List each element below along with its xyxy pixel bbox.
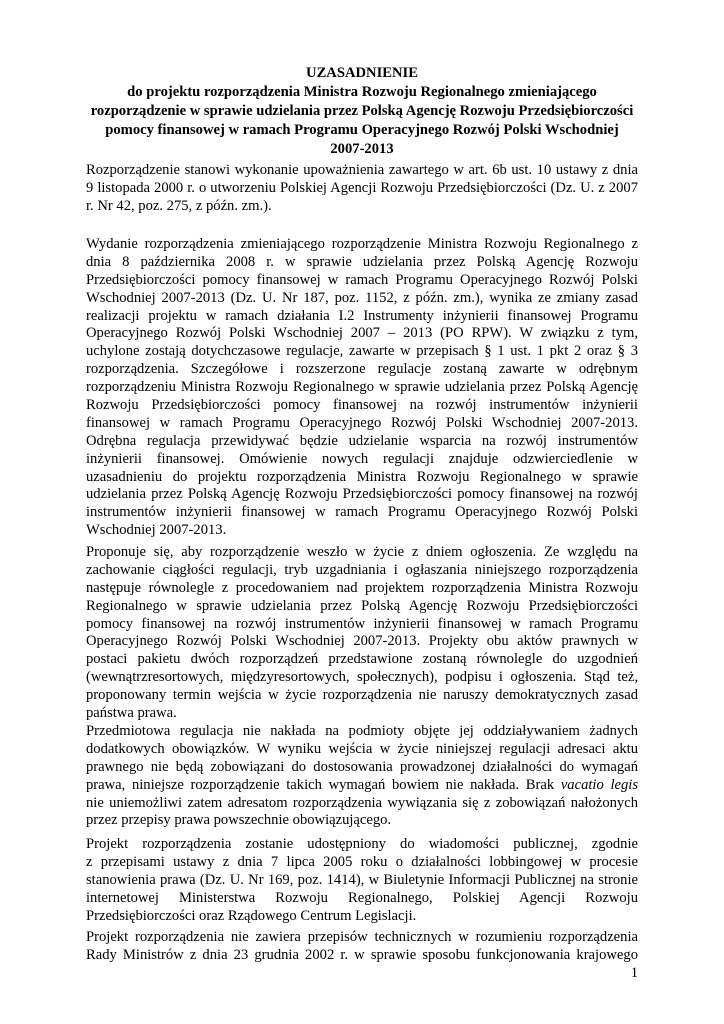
paragraph-amendment-reason	[86, 236, 638, 540]
document-title	[86, 64, 638, 159]
title-line: do projektu rozporządzenia Ministra Rozwoju Regionalnego zmieniającego	[127, 84, 597, 100]
paragraph-line: Operacyjnego Rozwój Polski Wschodniej 2007-2013. Projekty obu aktów prawnych w	[86, 633, 638, 650]
paragraph-line: Rady Ministrów z dnia 23 grudnia 2002 r. w sprawie sposobu funkcjonowania krajowego	[86, 946, 638, 963]
paragraph-line: zachowanie ciągłości regulacji, tryb uzgadniania i ogłaszania niniejszego rozporządzenia	[86, 561, 638, 578]
paragraph-line: udzielania przez Polską Agencję Rozwoju Przedsiębiorczości pomocy finansowej na rozwój	[86, 486, 638, 503]
paragraph-line: uzasadnieniu do projektu rozporządzenia Ministra Rozwoju Regionalnego w sprawie	[86, 468, 638, 485]
paragraph-line: przez przepisy prawa powszechnie obowiązującego.	[86, 812, 392, 829]
page-number: 1	[630, 965, 638, 981]
title-line: rozporządzenie w sprawie udzielania przez Polską Agencję Rozwoju Przedsiębiorczości	[90, 103, 634, 119]
paragraph-line: inżynierii finansowej. Omówienie nowych regulacji znajduje odzwierciedlenie w	[86, 450, 638, 467]
paragraph-line: Projekt rozporządzenia nie zawiera przepisów technicznych w rozumieniu rozporządzenia	[86, 929, 638, 945]
paragraph-line-text: prawa, niniejsze rozporządzenie takich wymagań bowiem nie nakłada. Brak	[86, 776, 561, 793]
paragraph-line: Projekt rozporządzenia zostanie udostępniony do wiadomości publicznej, zgodnie	[86, 836, 638, 852]
paragraph-line: Wschodniej 2007-2013.	[86, 522, 227, 539]
paragraph-line: realizacji projektu w ramach działania I.2 Instrumenty inżynierii finansowej Programu	[86, 307, 638, 324]
paragraph-line: proponowany termin wejścia w życie rozporządzenia nie naruszy demokratycznych zasad	[86, 687, 638, 704]
paragraph-line: rozporządzenia. Szczegółowe i rozszerzone regulacje zostaną zawarte w odrębnym	[86, 361, 638, 378]
paragraph-line: nie uniemożliwi zatem adresatom rozporządzenia wywiązania się z zobowiązań nałożonych	[86, 794, 638, 811]
paragraph-line: rozporządzeniu Ministra Rozwoju Regionalnego w sprawie udzielania przez Polską Agencję	[86, 379, 638, 396]
paragraph-line: Operacyjnego Rozwój Polski Wschodniej 2007 – 2013 (PO RPW). W związku z tym,	[86, 325, 638, 342]
paragraph-line: dodatkowych obowiązków. W wyniku wejścia w życie niniejszej regulacji adresaci aktu	[86, 740, 638, 757]
paragraph-line: państwa prawa.	[86, 705, 177, 722]
paragraph-line: z przepisami ustawy z dnia 7 lipca 2005 roku o działalności lobbingowej w procesie	[86, 853, 638, 870]
paragraph-line: instrumentów inżynierii finansowej w ramach Programu Operacyjnego Rozwój Polski	[86, 504, 638, 521]
italic-phrase-vacatio-legis: vacatio legis	[560, 776, 639, 793]
paragraph-publication	[86, 836, 638, 925]
title-line: 2007-2013	[330, 141, 394, 157]
paragraph-line-with-italic	[86, 777, 638, 795]
paragraph-line: Przedsiębiorczości pomocy finansowej w ramach Programu Operacyjnego Rozwój Polski	[86, 271, 638, 288]
paragraph-line: Rozporządzenie stanowi wykonanie upoważnienia zawartego w art. 6b ust. 10 ustawy z dnia	[86, 162, 638, 178]
paragraph-entry-into-force	[86, 544, 638, 723]
paragraph-line: Przedmiotowa regulacja nie nakłada na podmioty objęte jej oddziaływaniem żadnych	[86, 723, 638, 739]
paragraph-line: następuje równolegle z procedowaniem nad projektem rozporządzenia Ministra Rozwoju	[86, 579, 638, 596]
paragraph-line: uchylone zostają dotychczasowe regulacje, zawarte w przepisach § 1 ust. 1 pkt 2 oraz § 3	[86, 343, 638, 360]
paragraph-line: Wydanie rozporządzenia zmieniającego rozporządzenie Ministra Rozwoju Regionalnego z	[86, 236, 638, 252]
title-line: pomocy finansowej w ramach Programu Operacyjnego Rozwój Polski Wschodniej	[105, 122, 619, 138]
paragraph-line: Odrębna regulacja przewidywać będzie udzielanie wsparcia na rozwój instrumentów	[86, 432, 638, 449]
paragraph-line: dnia 8 października 2008 r. w sprawie udzielania przez Polską Agencję Rozwoju	[86, 253, 638, 270]
paragraph-line: (wewnątrzresortowych, międzyresortowych, społecznych), podpisu i ogłoszenia. Stąd też,	[86, 669, 638, 686]
paragraph-legal-basis	[86, 162, 638, 216]
paragraph-line: pomocy finansowej na rozwój instrumentów inżynierii finansowej w ramach Programu	[86, 615, 638, 632]
paragraph-line: 9 listopada 2000 r. o utworzeniu Polskiej Agencji Rozwoju Przedsiębiorczości (Dz. U. z 2007	[86, 179, 638, 196]
paragraph-line: Proponuje się, aby rozporządzenie weszło w życie z dniem ogłoszenia. Ze względu na	[86, 544, 638, 560]
paragraph-line: finansowej w ramach Programu Operacyjnego Rozwój Polski Wschodniej 2007-2013.	[86, 414, 638, 431]
paragraph-line: stanowienia prawa (Dz. U. Nr 169, poz. 1414), w Biuletynie Informacji Publicznej na stronie	[86, 871, 638, 888]
paragraph-line: r. Nr 42, poz. 275, z późn. zm.).	[86, 197, 272, 214]
paragraph-line: Rozwoju Przedsiębiorczości pomocy finansowej na rozwój instrumentów inżynierii	[86, 397, 638, 414]
paragraph-line: internetowej Ministerstwa Rozwoju Regionalnego, Polskiej Agencji Rozwoju	[86, 889, 638, 906]
paragraph-line: postaci pakietu dwóch rozporządzeń przedstawione zostaną równolegle do uzgodnień	[86, 651, 638, 668]
paragraph-line: Przedsiębiorczości oraz Rządowego Centrum Legislacji.	[86, 907, 417, 924]
paragraph-obligations	[86, 723, 638, 830]
paragraph-line: Regionalnego w sprawie udzielania przez Polską Agencję Rozwoju Przedsiębiorczości	[86, 597, 638, 614]
paragraph-technical-provisions	[86, 929, 638, 965]
paragraph-line: prawnego nie będą zobowiązani do dostosowania prowadzonej działalności do wymagań	[86, 758, 638, 775]
title-line-heading: UZASADNIENIE	[306, 65, 418, 81]
paragraph-line: Wschodniej 2007-2013 (Dz. U. Nr 187, poz. 1152, z późn. zm.), wynika ze zmiany zasad	[86, 289, 638, 306]
